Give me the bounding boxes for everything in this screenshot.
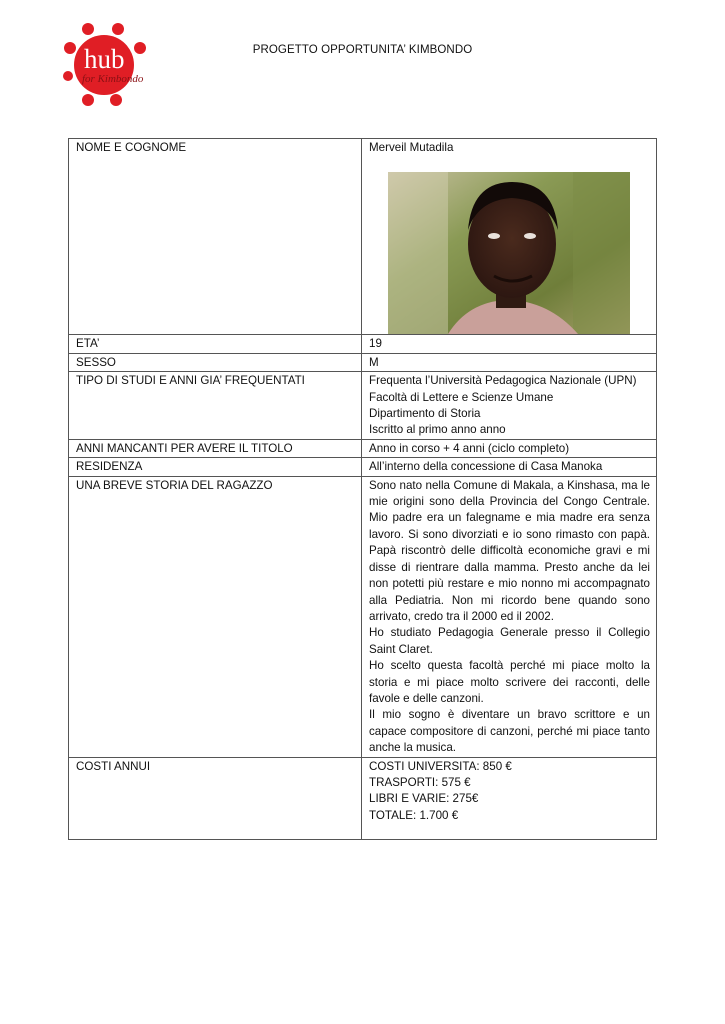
story-paragraph: Ho scelto questa facoltà perché mi piace molto la storia e mi piace molto scrivere dei racconti, delle favole e delle canzoni. [369,659,650,705]
label-remaining-years: ANNI MANCANTI PER AVERE IL TITOLO [69,439,362,457]
row-remaining-years [69,439,657,457]
story-paragraph: Sono nato nella Comune di Makala, a Kinshasa, ma le mie origini sono della Provincia del Congo Centrale. Mio padre era un falegname e mia madre era senza lavoro. Si sono divorziati e io sono rimasto con papà. Papà riscontrò delle difficoltà economiche gravi e mi disse di rientrare dalla mamma. Presto anche da lei non potetti più restare e mio nonno mi accompagnato alla Pediatria. Non mi ricordo bene quando sono arrivato, credo tra il 2000 ed il 2002. [369,478,650,623]
student-photo [388,172,630,334]
value-name: Merveil Mutadila [369,141,454,154]
label-story: UNA BREVE STORIA DEL RAGAZZO [69,476,362,757]
story-paragraph: Ho studiato Pedagogia Generale presso il Collegio Saint Claret. [369,626,650,656]
value-sex: M [362,353,657,371]
row-residence [69,458,657,476]
student-profile-table [68,138,657,840]
label-studies: TIPO DI STUDI E ANNI GIA’ FREQUENTATI [69,372,362,440]
label-residence: RESIDENZA [69,458,362,476]
studies-line: Facoltà di Lettere e Scienze Umane [369,390,554,404]
label-sex: SESSO [69,353,362,371]
story-paragraph: Il mio sogno è diventare un bravo scrittore e un capace compositore di canzoni, perché mi piace tanto anche la musica. [369,708,650,755]
row-age [69,335,657,353]
row-name [69,139,657,335]
studies-line: Iscritto al primo anno anno [369,423,506,437]
value-remaining-years: Anno in corso + 4 anni (ciclo completo) [362,439,657,457]
value-age: 19 [362,335,657,353]
row-studies [69,372,657,440]
logo-sub-text: for Kimbondo [82,73,144,85]
cost-line: TRASPORTI: 575 € [369,775,471,789]
studies-line: Dipartimento di Storia [369,407,481,421]
row-story [69,476,657,757]
cost-line: TOTALE: 1.700 € [369,808,459,822]
hub-kimbondo-logo [60,20,170,110]
logo-main-text: hub [84,44,125,74]
value-residence: All’interno della concessione di Casa Manoka [362,458,657,476]
label-age: ETA’ [69,335,362,353]
studies-line: Frequenta l’Università Pedagogica Nazionale (UPN) [369,374,637,388]
row-costs [69,757,657,839]
cost-line: COSTI UNIVERSITA: 850 € [369,759,512,773]
row-sex [69,353,657,371]
page-header-title: PROGETTO OPPORTUNITA’ KIMBONDO [252,44,473,56]
label-name: NOME E COGNOME [69,139,362,335]
cost-line: LIBRI E VARIE: 275€ [369,792,479,806]
label-costs: COSTI ANNUI [69,757,362,839]
